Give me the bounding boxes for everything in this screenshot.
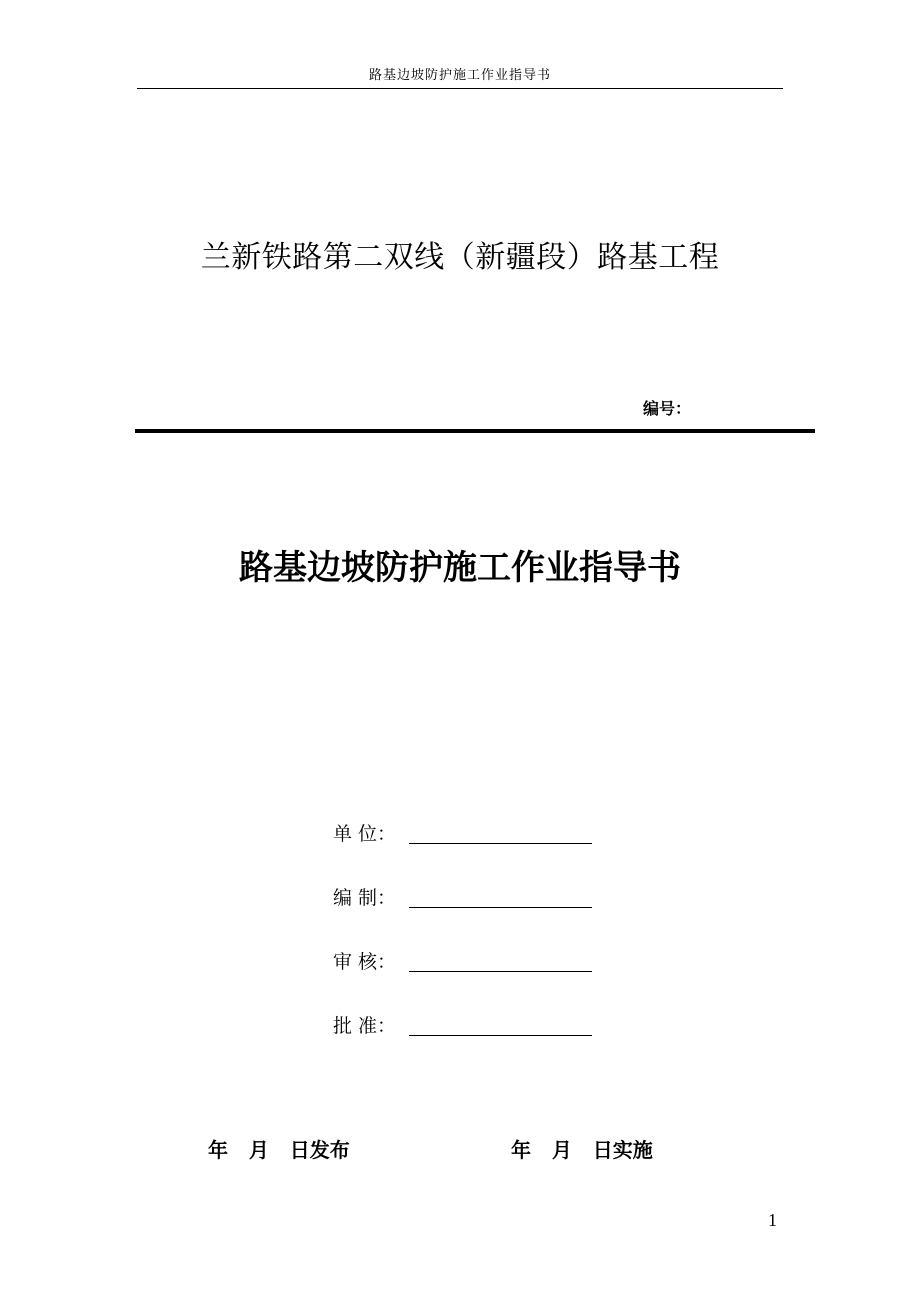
- project-title: 兰新铁路第二双线（新疆段）路基工程: [200, 240, 720, 275]
- document-number-label: 编号：: [643, 399, 692, 418]
- signature-row-unit: [333, 822, 592, 846]
- signature-label: 编 制：: [333, 887, 397, 909]
- page-number: 1: [768, 1210, 777, 1230]
- signature-label: 单 位：: [333, 823, 397, 845]
- signature-row-reviewed: [333, 950, 592, 974]
- implement-date: 年 月 日实施: [511, 1138, 653, 1162]
- signature-row-approved: [333, 1014, 592, 1038]
- signature-blank: [409, 971, 592, 972]
- header-rule: [137, 88, 783, 89]
- signature-label: 批 准：: [333, 1015, 397, 1037]
- running-header: 路基边坡防护施工作业指导书: [368, 68, 551, 83]
- publish-date: 年 月 日发布: [208, 1138, 350, 1162]
- title-divider: [135, 429, 815, 433]
- signature-row-prepared: [333, 886, 592, 910]
- document-title: 路基边坡防护施工作业指导书: [239, 548, 681, 588]
- signature-label: 审 核：: [333, 951, 397, 973]
- signature-blank: [409, 907, 592, 908]
- signature-blank: [409, 843, 592, 844]
- signature-blank: [409, 1035, 592, 1036]
